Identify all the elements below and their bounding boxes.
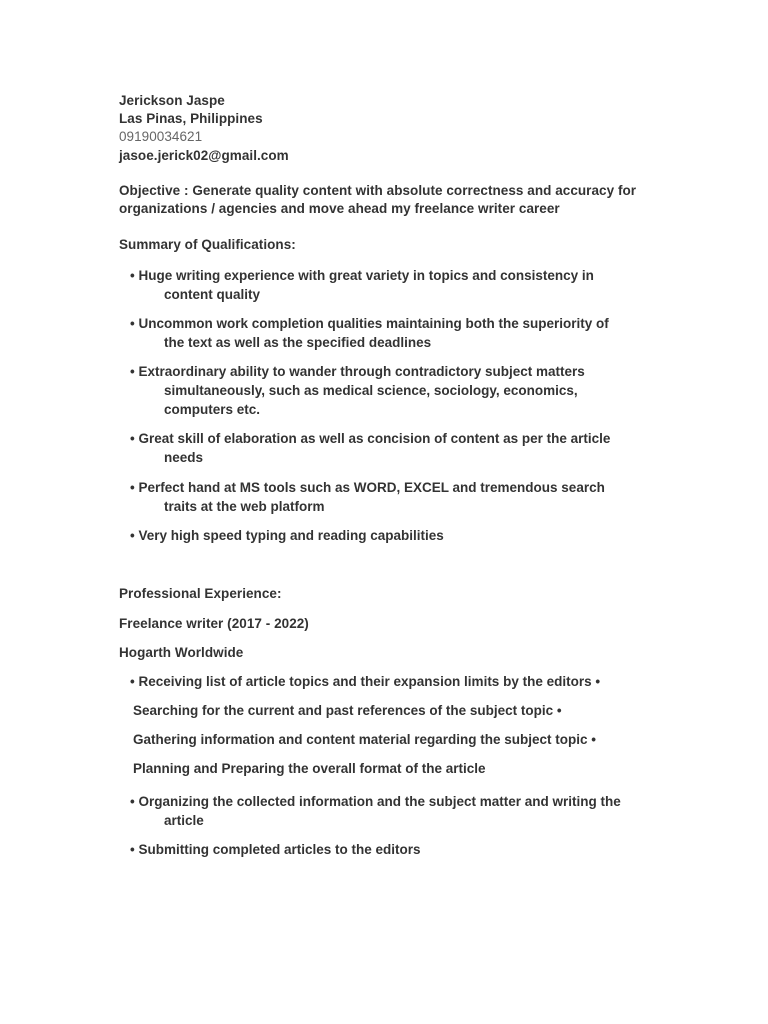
qualification-text-cont: simultaneously, such as medical science, sociology, economics,	[164, 383, 578, 398]
candidate-location: Las Pinas, Philippines	[119, 111, 263, 126]
qualification-item	[130, 314, 630, 352]
experience-duty-line: Searching for the current and past references of the subject topic •	[133, 703, 562, 718]
candidate-phone: 09190034621	[119, 129, 203, 144]
objective-line-2: organizations / agencies and move ahead my freelance writer career	[119, 201, 560, 216]
qualification-item	[130, 526, 630, 545]
qualification-item	[130, 266, 630, 304]
experience-role: Freelance writer (2017 - 2022)	[119, 616, 309, 631]
qualification-item	[130, 478, 630, 516]
qualification-text: • Uncommon work completion qualities maintaining both the superiority of	[130, 316, 609, 331]
qualification-text: • Very high speed typing and reading capabilities	[130, 528, 444, 543]
qualification-text-cont: traits at the web platform	[164, 499, 325, 514]
experience-duty-line: Gathering information and content material regarding the subject topic •	[133, 732, 597, 747]
experience-duty-text-cont: article	[164, 813, 204, 828]
objective-line-1: Objective : Generate quality content with absolute correctness and accuracy for	[119, 183, 637, 198]
experience-duty-line: • Receiving list of article topics and their expansion limits by the editors •	[130, 674, 601, 689]
experience-duty-text: • Submitting completed articles to the editors	[130, 842, 421, 857]
qualification-text: • Great skill of elaboration as well as concision of content as per the article	[130, 431, 611, 446]
experience-heading: Professional Experience:	[119, 586, 282, 601]
qualification-text-cont: computers etc.	[164, 402, 261, 417]
qualification-item	[130, 429, 630, 467]
qualification-text-cont: needs	[164, 450, 204, 465]
qualification-text-cont: content quality	[164, 287, 261, 302]
qualification-text-cont: the text as well as the specified deadlines	[164, 335, 432, 350]
experience-company: Hogarth Worldwide	[119, 645, 244, 660]
experience-duty-line: Planning and Preparing the overall format of the article	[133, 761, 486, 776]
experience-duty-item	[130, 840, 630, 859]
qualification-item	[130, 362, 630, 419]
qualification-text: • Perfect hand at MS tools such as WORD, EXCEL and tremendous search	[130, 480, 605, 495]
qualification-text: • Extraordinary ability to wander through contradictory subject matters	[130, 364, 585, 379]
qualification-text: • Huge writing experience with great variety in topics and consistency in	[130, 268, 594, 283]
experience-duty-item	[130, 792, 630, 830]
experience-duty-text: • Organizing the collected information and the subject matter and writing the	[130, 794, 621, 809]
summary-heading: Summary of Qualifications:	[119, 237, 296, 252]
candidate-name: Jerickson Jaspe	[119, 93, 225, 108]
candidate-email: jasoe.jerick02@gmail.com	[119, 148, 289, 163]
